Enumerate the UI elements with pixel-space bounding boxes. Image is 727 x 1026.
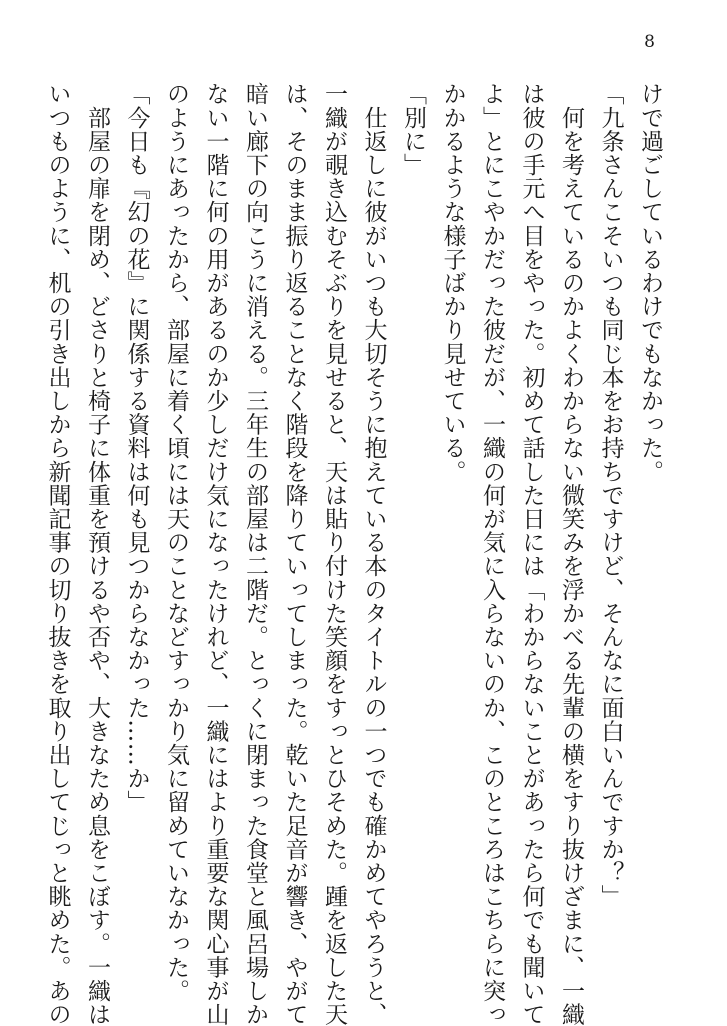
vertical-text-body bbox=[44, 82, 669, 1026]
text-line: ない一階に何の用があるのか少しだけ気になったけれど、一織にはより重要な関心事が山 bbox=[202, 82, 229, 1026]
text-line: かかるような様子ばかり見せている。 bbox=[439, 82, 466, 484]
text-line: 部屋の扉を閉め、どさりと椅子に体重を預けるや否や、大きなため息をこぼす。一織は bbox=[84, 82, 110, 1026]
text-line: よ」とにこやかだった彼だが、一織の何が気に入らないのか、このところはこちらに突っ bbox=[479, 82, 505, 1026]
text-line: 暗い廊下の向こうに消える。三年生の部屋は二階だ。とっくに閉まった食堂と風呂場しか bbox=[242, 82, 268, 1026]
text-line: 「別に」 bbox=[400, 82, 426, 177]
text-line: のようにあったから、部屋に着く頃には天のことなどすっかり気に留めていなかった。 bbox=[163, 82, 189, 1003]
page-number: 8 bbox=[644, 32, 655, 52]
text-line: いつものように、机の引き出しから新聞記事の切り抜きを取り出してじっと眺めた。あの bbox=[44, 82, 71, 1026]
text-line: けで過ごしているわけでもなかった。 bbox=[637, 82, 663, 484]
text-line: 一織が覗き込むそぶりを見せると、天は貼り付けた笑顔をすっとひそめた。踵を返した天 bbox=[321, 82, 347, 1026]
text-line: は彼の手元へ目をやった。初めて話した日には「わからないことがあったら何でも聞いて bbox=[518, 82, 545, 1026]
text-line: は、そのまま振り返ることなく階段を降りていってしまった。乾いた足音が響き、やがて bbox=[281, 82, 308, 1026]
text-line: 何を考えているのかよくわからない微笑みを浮かべる先輩の横をすり抜けざまに、一織 bbox=[558, 82, 584, 1026]
text-line: 「九条さんこそいつも同じ本をお持ちですけど、そんなに面白いんですか？」 bbox=[597, 82, 624, 908]
text-line: 仕返しに彼がいつも大切そうに抱えている本のタイトルの一つでも確かめてやろうと、 bbox=[360, 82, 387, 1026]
text-line: 「今日も『幻の花』に関係する資料は何も見つからなかった……か」 bbox=[123, 82, 150, 814]
